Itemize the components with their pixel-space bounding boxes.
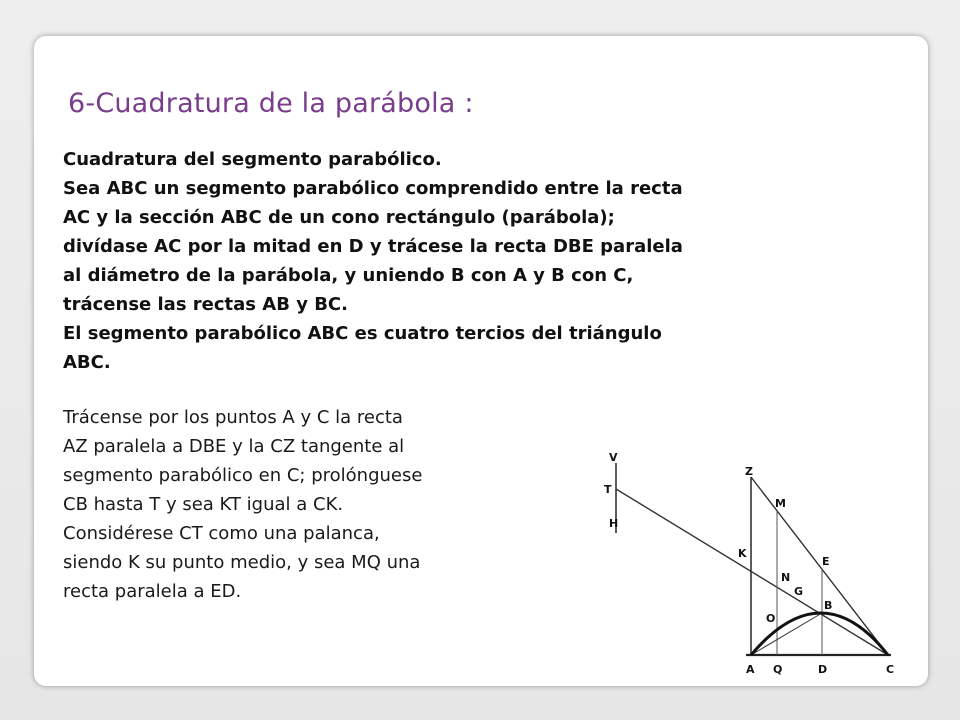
label-E: E	[822, 555, 830, 568]
label-D: D	[818, 663, 828, 676]
label-C: C	[886, 663, 895, 676]
statement-line: Cuadratura del segmento parabólico.	[63, 149, 442, 170]
label-M: M	[775, 497, 786, 510]
statement-line: divídase AC por la mitad en D y trácese la recta DBE paralela	[63, 236, 683, 257]
description-line: recta paralela a ED.	[63, 581, 242, 602]
label-N: N	[781, 571, 791, 584]
label-T: T	[604, 483, 612, 496]
line-TC	[616, 489, 888, 655]
label-V: V	[609, 451, 618, 464]
description-line: CB hasta T y sea KT igual a CK.	[63, 494, 344, 515]
line-ZC	[751, 477, 888, 655]
label-Q: Q	[773, 663, 783, 676]
statement-line: Sea ABC un segmento parabólico comprendido entre la recta	[63, 178, 683, 199]
description-line: Considérese CT como una palanca,	[63, 523, 380, 544]
theorem-statement	[63, 145, 893, 377]
label-H: H	[609, 517, 619, 530]
slide-title: 6-Cuadratura de la parábola :	[68, 88, 474, 119]
label-K: K	[738, 547, 747, 560]
description-line: AZ paralela a DBE y la CZ tangente al	[63, 436, 405, 457]
statement-line: trácense las rectas AB y BC.	[63, 294, 348, 315]
label-Z: Z	[745, 465, 753, 478]
label-O: O	[766, 612, 776, 625]
label-B: B	[824, 599, 833, 612]
construction-description	[63, 403, 573, 606]
statement-line: al diámetro de la parábola, y uniendo B con A y B con C,	[63, 265, 634, 286]
description-line: siendo K su punto medio, y sea MQ una	[63, 552, 421, 573]
description-line: Trácense por los puntos A y C la recta	[63, 407, 403, 428]
statement-line: El segmento parabólico ABC es cuatro tercios del triángulo	[63, 323, 662, 344]
statement-line: ABC.	[63, 352, 111, 373]
description-line: segmento parabólico en C; prolónguese	[63, 465, 423, 486]
label-G: G	[794, 585, 804, 598]
chord-AB	[751, 613, 822, 655]
label-A: A	[746, 663, 755, 676]
statement-line: AC y la sección ABC de un cono rectángulo (parábola);	[63, 207, 615, 228]
parabola-diagram	[596, 445, 916, 685]
